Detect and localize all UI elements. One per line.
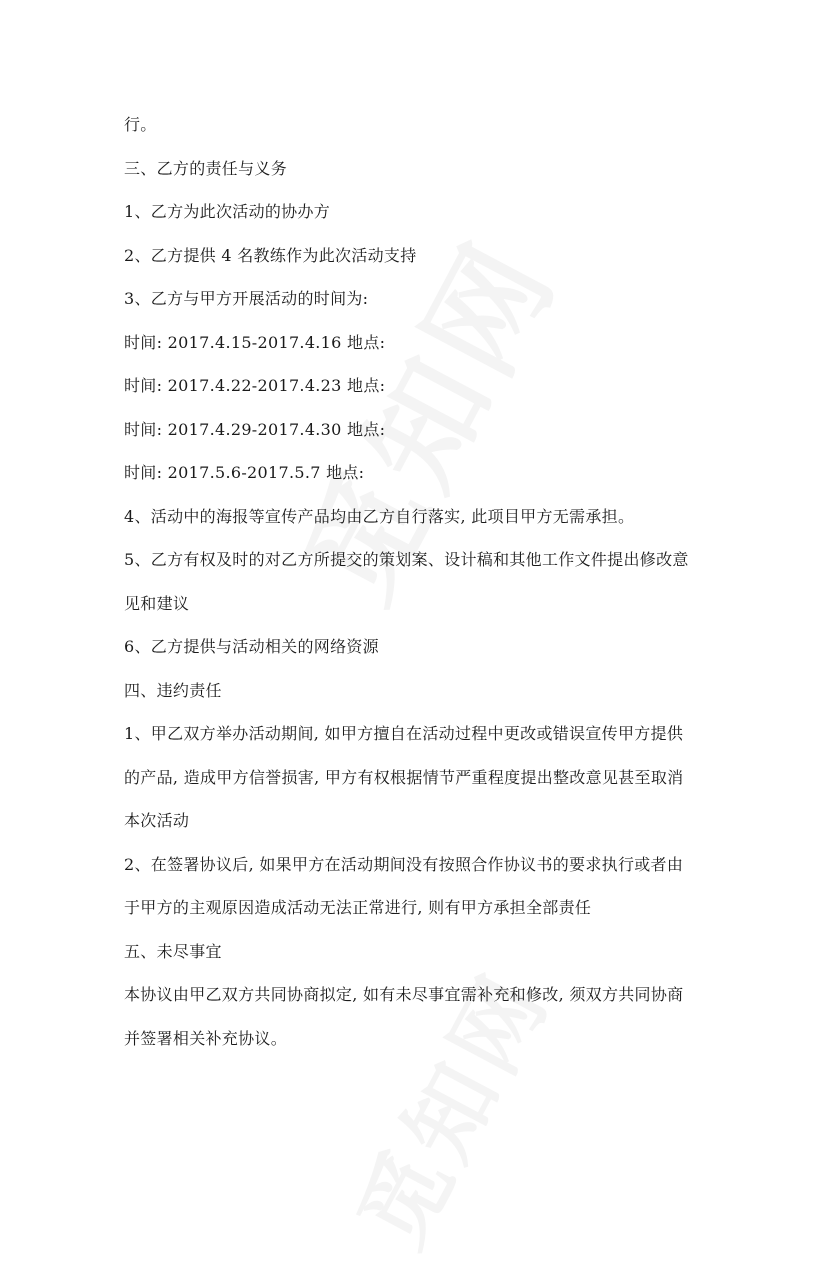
paragraph-line: 本次活动 — [124, 811, 190, 830]
list-item: 5、乙方有权及时的对乙方所提交的策划案、设计稿和其他工作文件提出修改意 — [124, 550, 689, 569]
paragraph-line: 的产品, 造成甲方信誉损害, 甲方有权根据情节严重程度提出整改意见甚至取消 — [124, 767, 684, 787]
list-item: 1、甲乙双方举办活动期间, 如甲方擅自在活动过程中更改或错误宣传甲方提供 — [124, 724, 684, 743]
list-item: 2、乙方提供 4 名教练作为此次活动支持 — [124, 245, 417, 265]
schedule-line: 时间: 2017.4.15-2017.4.16 地点: — [124, 332, 386, 352]
paragraph-line: 并签署相关补充协议。 — [124, 1028, 288, 1048]
list-item: 3、乙方与甲方开展活动的时间为: — [124, 289, 369, 308]
list-item: 6、乙方提供与活动相关的网络资源 — [124, 637, 379, 656]
section-heading: 三、乙方的责任与义务 — [124, 158, 288, 178]
paragraph-line: 见和建议 — [124, 593, 190, 613]
list-item: 2、在签署协议后, 如果甲方在活动期间没有按照合作协议书的要求执行或者由 — [124, 854, 684, 874]
schedule-line: 时间: 2017.5.6-2017.5.7 地点: — [124, 463, 365, 482]
schedule-line: 时间: 2017.4.29-2017.4.30 地点: — [124, 419, 386, 439]
paragraph-line: 于甲方的主观原因造成活动无法正常进行, 则有甲方承担全部责任 — [124, 898, 592, 917]
paragraph-line: 本协议由甲乙双方共同协商拟定, 如有未尽事宜需补充和修改, 须双方共同协商 — [124, 985, 684, 1004]
section-heading: 五、未尽事宜 — [124, 941, 222, 961]
section-heading: 四、违约责任 — [124, 680, 222, 700]
paragraph-line: 行。 — [124, 115, 157, 134]
list-item: 1、乙方为此次活动的协办方 — [124, 202, 331, 221]
list-item: 4、活动中的海报等宣传产品均由乙方自行落实, 此项目甲方无需承担。 — [124, 506, 635, 526]
document-body — [124, 103, 724, 1060]
schedule-line: 时间: 2017.4.22-2017.4.23 地点: — [124, 376, 386, 395]
